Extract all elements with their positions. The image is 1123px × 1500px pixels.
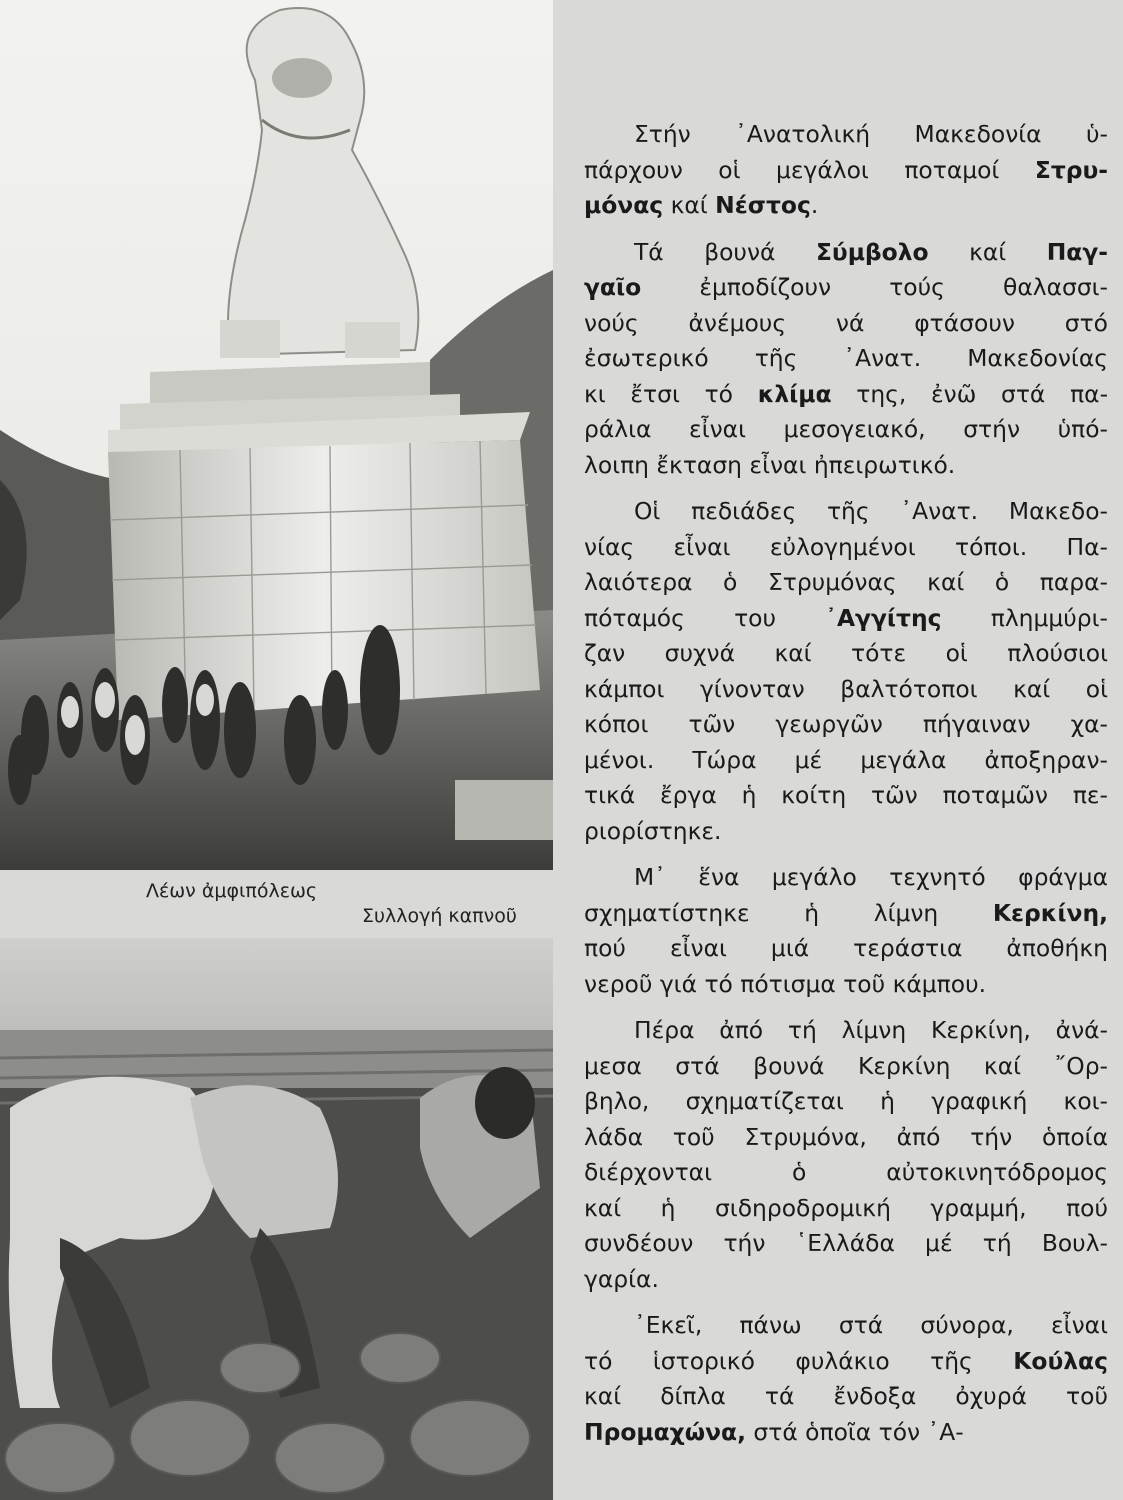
text-line [584,235,1108,271]
text-line [584,1191,1108,1227]
text-line [584,707,1108,743]
text-run: σχηματίστηκε ἡ λίμνη [584,898,993,927]
text-run: κόποι τῶν γεωργῶν πήγαιναν χα- [584,710,1108,738]
text-run: πόταμός του [584,603,826,632]
bold-term: κλίμα [757,379,832,408]
bold-term: γαῖο [584,273,642,301]
lion-of-amphipolis-photo [0,0,553,870]
bold-term: Κερκίνη, [992,898,1108,927]
bold-term: ᾿Αγγίτης [825,603,942,632]
text-run: καί ἡ σιδηροδρομική γραμμή, πού [584,1193,1108,1222]
text-line [584,448,1108,484]
text-line [584,341,1108,377]
text-run: νίας εἶναι εὐλογημένοι τόποι. Πα- [584,532,1108,561]
text-run: γαρία. [584,1264,659,1293]
text-run: Μ᾿ ἕνα μεγάλο τεχνητό φράγμα [634,863,1108,891]
text-line [584,1049,1108,1085]
paragraph [584,235,1108,484]
text-run: Στήν ᾿Ανατολική Μακεδονία ὑ- [634,120,1108,148]
text-run: καί [663,191,716,219]
text-line [584,672,1108,708]
paragraph [584,494,1108,849]
text-run: πού εἶναι μιά τεράστια ἀποθήκη [584,934,1108,962]
text-line [584,1379,1108,1415]
text-line [584,1084,1108,1120]
text-line [584,1013,1108,1049]
text-run: ἐσωτερικό τῆς ᾿Ανατ. Μακεδονίας [584,344,1108,372]
text-run: τό ἱστορικό φυλάκιο τῆς [584,1346,1014,1375]
text-run: ᾿Εκεῖ, πάνω στά σύνορα, εἶναι [634,1311,1108,1339]
paragraph [584,117,1108,224]
text-run: λοιπη ἔκταση εἶναι ἠπειρωτικό. [584,450,956,479]
text-run: ριορίστηκε. [584,816,722,845]
text-run: Τά βουνά [634,237,816,266]
text-run: ράλια εἶναι μεσογειακό, στήν ὑπό- [584,415,1108,443]
text-run: κι ἔτσι τό [584,379,758,408]
text-line [584,1415,1108,1451]
paragraph [584,1013,1108,1297]
text-run: της, ἐνῶ στά πα- [831,379,1109,408]
text-line [584,377,1108,413]
text-run: βηλο, σχηματίζεται ἡ γραφική κοι- [584,1087,1108,1115]
bold-term: Νέστος [715,191,811,219]
photo-credit: Συλλογή καπνοῦ [362,905,517,927]
text-line [584,306,1108,342]
text-line [584,1155,1108,1191]
text-line [584,153,1108,189]
text-line [584,1344,1108,1380]
text-line [584,931,1108,967]
text-line [584,896,1108,932]
text-run: ζαν συχνά καί τότε οἱ πλούσιοι [584,639,1108,667]
text-run: Πέρα ἀπό τή λίμνη Κερκίνη, ἀνά- [634,1016,1108,1044]
text-line [584,565,1108,601]
text-run: . [810,191,819,219]
text-run: καί δίπλα τά ἔνδοξα ὀχυρά τοῦ [584,1382,1108,1410]
text-line [584,1262,1108,1298]
text-line [584,188,1108,224]
bold-term: Στρυ- [1034,155,1108,184]
text-line [584,814,1108,850]
text-run: διέρχονται ὁ αὐτοκινητόδρομος [584,1158,1108,1186]
text-line [584,494,1108,530]
text-run: Οἱ πεδιάδες τῆς ᾿Ανατ. Μακεδο- [634,497,1108,525]
bold-term: Παγ- [1046,237,1108,266]
text-run: μεσα στά βουνά Κερκίνη καί ῎Ορ- [584,1051,1108,1080]
text-run: λάδα τοῦ Στρυμόνα, ἀπό τήν ὁποία [584,1122,1108,1151]
text-run: τικά ἔργα ἡ κοίτη τῶν ποταμῶν πε- [584,781,1108,809]
text-run: μένοι. Τώρα μέ μεγάλα ἀποξηραν- [584,745,1108,774]
text-run: νεροῦ γιά τό πότισμα τοῦ κάμπου. [584,969,987,998]
text-run: πλημμύρι- [941,603,1108,632]
text-line [584,860,1108,896]
text-line [584,636,1108,672]
photo-caption: Λέων ἀμφιπόλεως [146,880,318,902]
text-line [584,270,1108,306]
text-line [584,743,1108,779]
bold-term: Κούλας [1013,1346,1108,1375]
text-line [584,412,1108,448]
field-workers-photo [0,938,553,1500]
text-line [584,1120,1108,1156]
text-line [584,967,1108,1003]
text-run: καί [928,237,1047,266]
text-run: λαιότερα ὁ Στρυμόνας καί ὁ παρα- [584,568,1108,596]
text-run: συνδέουν τήν ῾Ελλάδα μέ τή Βουλ- [584,1229,1108,1257]
text-run: νούς ἀνέμους νά φτάσουν στό [584,308,1108,337]
text-line [584,530,1108,566]
text-run: ἐμποδίζουν τούς θαλασσι- [641,273,1108,301]
body-text [584,117,1108,1461]
paragraph [584,860,1108,1002]
text-run: στά ὁποῖα τόν ᾿Α- [745,1417,964,1446]
text-line [584,1308,1108,1344]
bold-term: Προμαχώνα, [584,1417,746,1446]
text-line [584,778,1108,814]
bold-term: μόνας [584,191,664,219]
text-run: κάμποι γίνονταν βαλτότοποι καί οἱ [584,674,1108,703]
text-line [584,117,1108,153]
text-line [584,601,1108,637]
paragraph [584,1308,1108,1450]
bold-term: Σύμβολο [815,237,929,266]
text-run: πάρχουν οἱ μεγάλοι ποταμοί [584,155,1035,184]
text-line [584,1226,1108,1262]
